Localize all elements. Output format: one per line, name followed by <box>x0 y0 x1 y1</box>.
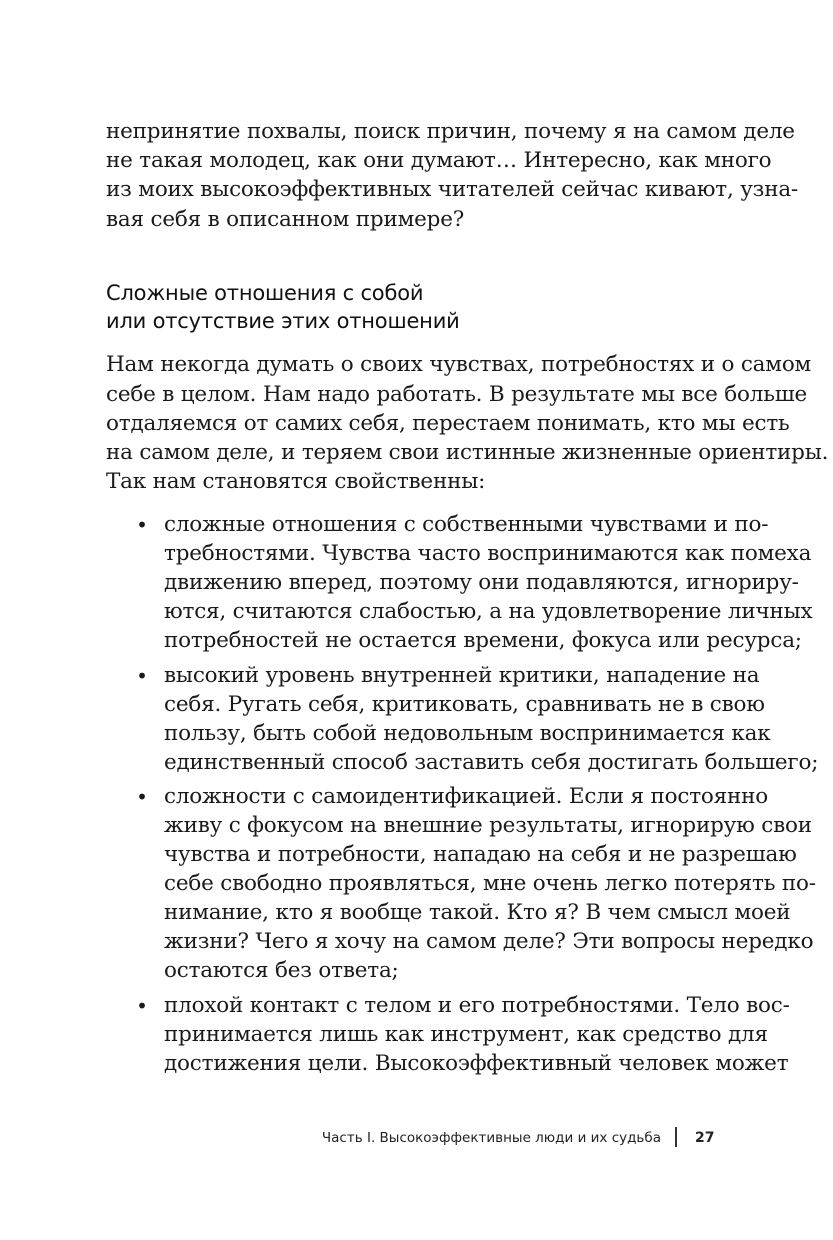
text-line: достижения цели. Высокоэффективный человек может <box>164 1051 789 1076</box>
text-line: принимается лишь как инструмент, как средство для <box>164 1022 768 1047</box>
bullet-marker: • <box>136 513 148 537</box>
bullet-marker: • <box>136 664 148 688</box>
text-line: не такая молодец, как они думают… Интересно, как много <box>106 148 772 173</box>
text-line: сложности с самоидентификацией. Если я постоянно <box>164 784 769 809</box>
text-line: Нам некогда думать о своих чувствах, потребностях и о самом <box>106 352 812 377</box>
text-line: единственный способ заставить себя достигать большего; <box>164 750 819 775</box>
page-number: 27 <box>695 1130 715 1146</box>
text-line: непринятие похвалы, поиск причин, почему я на самом деле <box>106 119 795 144</box>
text-line: отдаляемся от самих себя, перестаем понимать, кто мы есть <box>106 411 790 436</box>
text-line: движению вперед, поэтому они подавляются, игнориру- <box>164 570 799 595</box>
text-line: живу с фокусом на внешние результаты, игнорирую свои <box>164 813 812 838</box>
bullet-marker: • <box>136 785 148 809</box>
heading-line: или отсутствие этих отношений <box>106 309 460 333</box>
text-line: из моих высокоэффективных читателей сейчас кивают, узна- <box>106 177 799 202</box>
text-line: вая себя в описанном примере? <box>106 207 465 232</box>
text-line: сложные отношения с собственными чувствами и по- <box>164 512 769 537</box>
text-line: себе свободно проявляться, мне очень легко потерять по- <box>164 871 816 896</box>
text-line: жизни? Чего я хочу на самом деле? Эти вопросы нередко <box>164 929 814 954</box>
text-line: потребностей не остается времени, фокуса или ресурса; <box>164 628 802 653</box>
text-line: чувства и потребности, нападаю на себя и не разрешаю <box>164 842 797 867</box>
text-line: ются, считаются слабостью, а на удовлетворение личных <box>164 599 813 624</box>
text-line: пользу, быть собой недовольным воспринимается как <box>164 721 771 746</box>
bullet-marker: • <box>136 994 148 1018</box>
running-title: Часть I. Высокоэффективные люди и их судьба <box>321 1130 661 1146</box>
heading-line: Сложные отношения с собой <box>106 281 424 305</box>
text-line: нимание, кто я вообще такой. Кто я? В чем смысл моей <box>164 900 791 925</box>
text-line: остаются без ответа; <box>164 958 399 983</box>
text-line: требностями. Чувства часто воспринимаются как помеха <box>164 541 812 566</box>
text-line: Так нам становятся свойственны: <box>106 469 486 494</box>
text-line: себе в целом. Нам надо работать. В результате мы все больше <box>106 382 808 407</box>
text-line: себя. Ругать себя, критиковать, сравнивать не в свою <box>164 692 765 717</box>
text-line: на самом деле, и теряем свои истинные жизненные ориентиры. <box>106 440 829 465</box>
text-line: плохой контакт с телом и его потребностями. Тело вос- <box>164 993 790 1018</box>
text-line: высокий уровень внутренней критики, нападение на <box>164 663 760 688</box>
footer-divider <box>675 1127 677 1147</box>
